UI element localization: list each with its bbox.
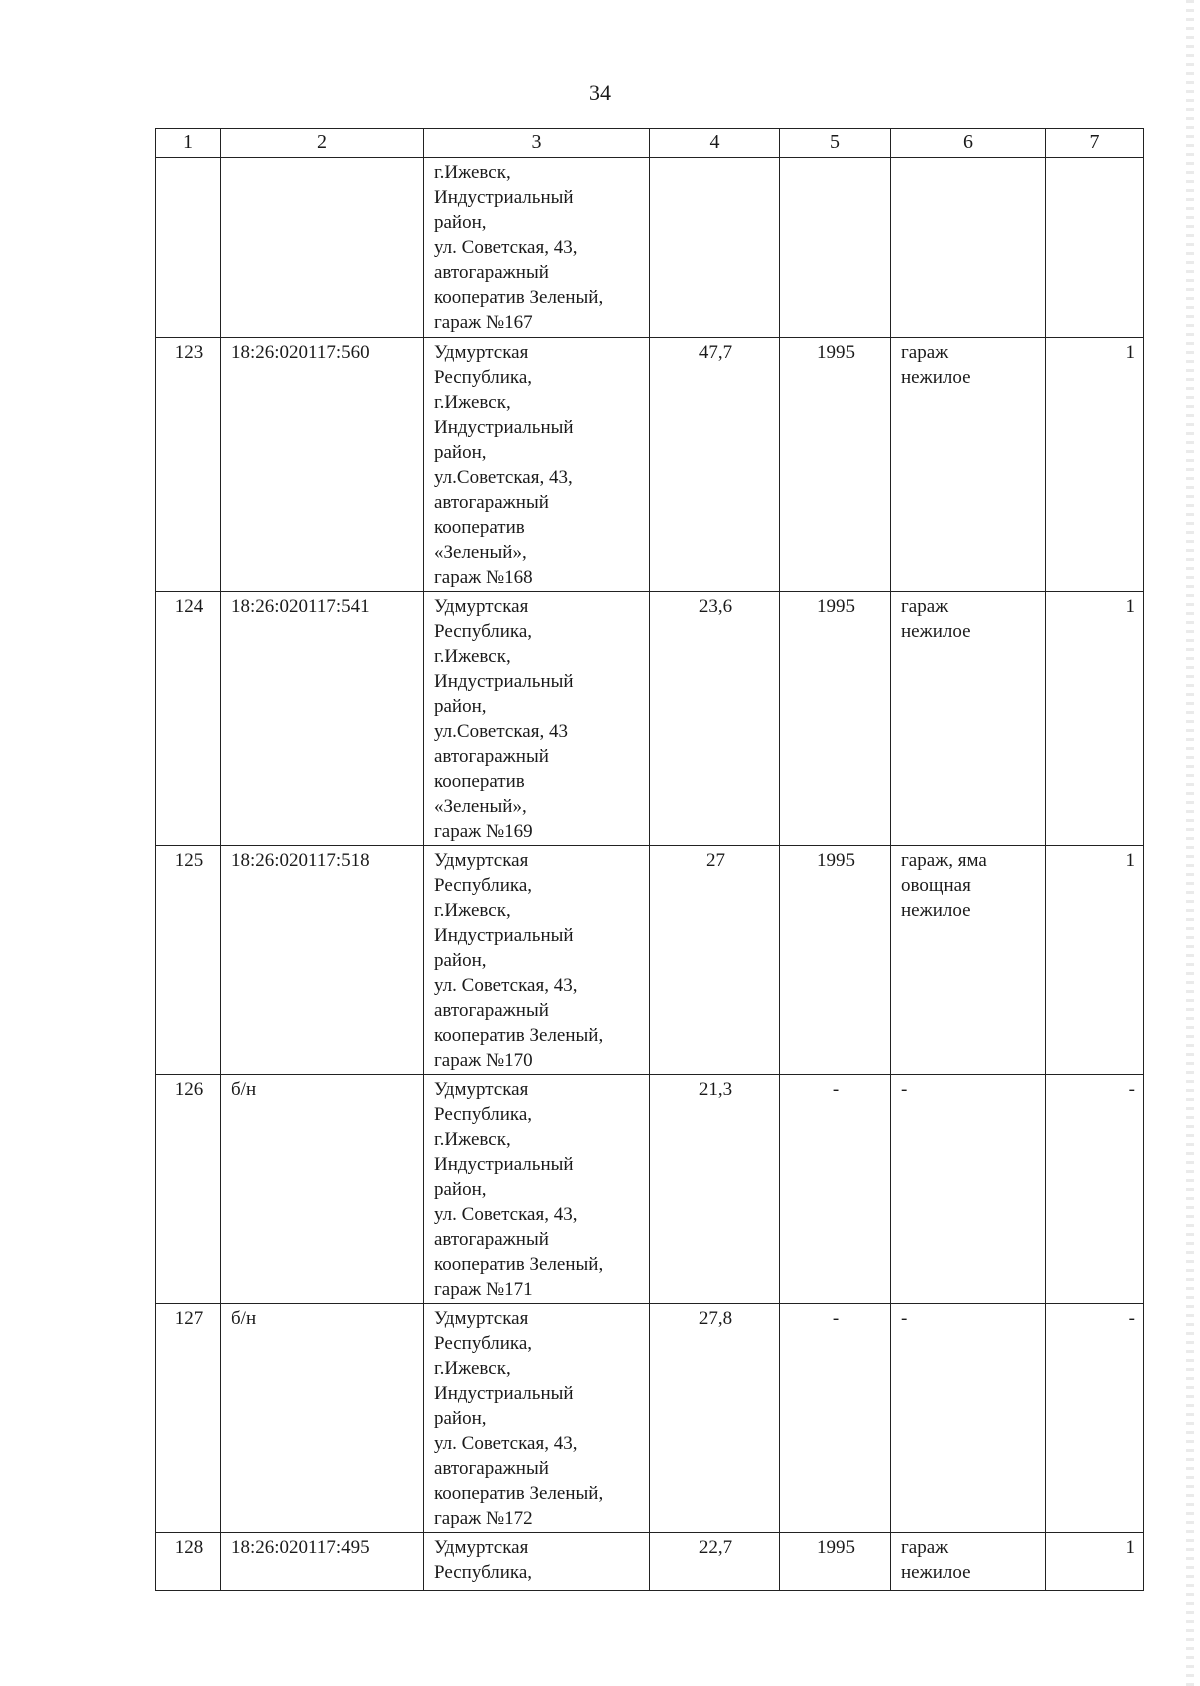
purpose: -	[891, 1075, 1046, 1304]
area: 27,8	[650, 1304, 780, 1533]
cadastral-number: 18:26:020117:495	[221, 1533, 424, 1591]
page-number: 34	[589, 80, 611, 105]
table-row	[156, 846, 1144, 1075]
row-number: 126	[156, 1075, 221, 1304]
table-row	[156, 338, 1144, 592]
col-header-1: 1	[156, 129, 221, 158]
area	[650, 158, 780, 338]
purpose: гараж, яма овощная нежилое	[891, 846, 1046, 1075]
col-header-5: 5	[780, 129, 891, 158]
row-number: 128	[156, 1533, 221, 1591]
header-row	[156, 129, 1144, 158]
count: -	[1046, 1304, 1144, 1533]
row-number: 125	[156, 846, 221, 1075]
cadastral-number	[221, 158, 424, 338]
count: 1	[1046, 592, 1144, 846]
address: Удмуртская Республика, г.Ижевск, Индустриальный район, ул. Советская, 43, автогаражный кооператив Зеленый, гараж №171	[424, 1075, 650, 1304]
year: 1995	[780, 846, 891, 1075]
count	[1046, 158, 1144, 338]
cadastral-number: 18:26:020117:560	[221, 338, 424, 592]
registry-table	[155, 128, 1144, 1591]
address: Удмуртская Республика, г.Ижевск, Индустриальный район, ул. Советская, 43, автогаражный кооператив Зеленый, гараж №172	[424, 1304, 650, 1533]
area: 47,7	[650, 338, 780, 592]
row-number: 124	[156, 592, 221, 846]
year: -	[780, 1304, 891, 1533]
row-number: 123	[156, 338, 221, 592]
row-number	[156, 158, 221, 338]
cadastral-number: б/н	[221, 1304, 424, 1533]
address: г.Ижевск, Индустриальный район, ул. Советская, 43, автогаражный кооператив Зеленый, гараж №167	[424, 158, 650, 338]
count: 1	[1046, 846, 1144, 1075]
count: -	[1046, 1075, 1144, 1304]
address: Удмуртская Республика,	[424, 1533, 650, 1591]
year: 1995	[780, 592, 891, 846]
year: -	[780, 1075, 891, 1304]
year: 1995	[780, 1533, 891, 1591]
area: 21,3	[650, 1075, 780, 1304]
purpose: гараж нежилое	[891, 1533, 1046, 1591]
purpose: гараж нежилое	[891, 338, 1046, 592]
col-header-7: 7	[1046, 129, 1144, 158]
address: Удмуртская Республика, г.Ижевск, Индустриальный район, ул.Советская, 43, автогаражный кооператив «Зеленый», гараж №168	[424, 338, 650, 592]
cadastral-number: 18:26:020117:518	[221, 846, 424, 1075]
row-number: 127	[156, 1304, 221, 1533]
year	[780, 158, 891, 338]
cadastral-number: 18:26:020117:541	[221, 592, 424, 846]
address: Удмуртская Республика, г.Ижевск, Индустриальный район, ул. Советская, 43, автогаражный кооператив Зеленый, гараж №170	[424, 846, 650, 1075]
col-header-2: 2	[221, 129, 424, 158]
col-header-4: 4	[650, 129, 780, 158]
table-row	[156, 1533, 1144, 1591]
cadastral-number: б/н	[221, 1075, 424, 1304]
area: 22,7	[650, 1533, 780, 1591]
area: 27	[650, 846, 780, 1075]
address: Удмуртская Республика, г.Ижевск, Индустриальный район, ул.Советская, 43 автогаражный кооператив «Зеленый», гараж №169	[424, 592, 650, 846]
scan-edge-mark	[1186, 0, 1194, 1686]
table-row	[156, 1075, 1144, 1304]
count: 1	[1046, 338, 1144, 592]
col-header-3: 3	[424, 129, 650, 158]
purpose: -	[891, 1304, 1046, 1533]
area: 23,6	[650, 592, 780, 846]
purpose	[891, 158, 1046, 338]
year: 1995	[780, 338, 891, 592]
table-row	[156, 1304, 1144, 1533]
col-header-6: 6	[891, 129, 1046, 158]
table-row	[156, 158, 1144, 338]
count: 1	[1046, 1533, 1144, 1591]
table-row	[156, 592, 1144, 846]
purpose: гараж нежилое	[891, 592, 1046, 846]
